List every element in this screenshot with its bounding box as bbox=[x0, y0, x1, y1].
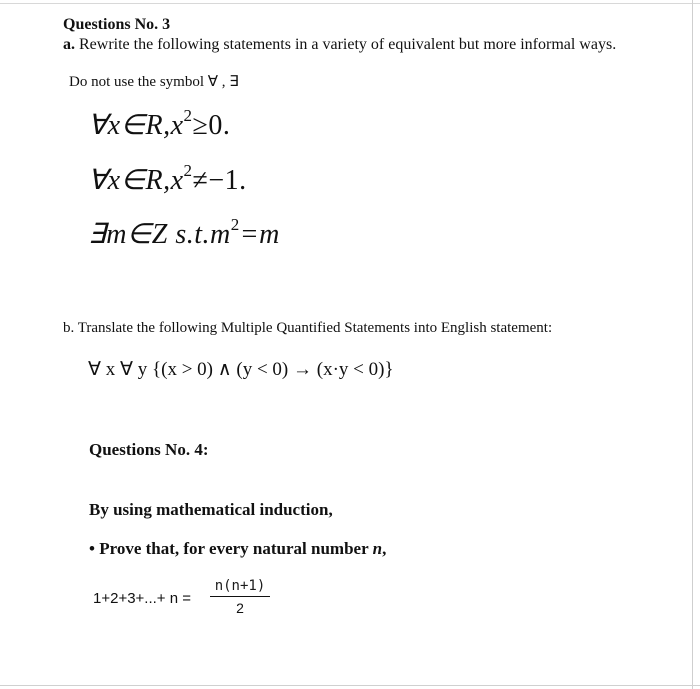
statement-2-exponent: 2 bbox=[183, 161, 193, 180]
bottom-divider bbox=[0, 685, 700, 686]
statement-3-exponent: 2 bbox=[230, 215, 240, 234]
induction-instruction: By using mathematical induction, bbox=[89, 500, 333, 519]
formula-denominator: 2 bbox=[236, 600, 244, 616]
statement-3-main: ∃m∈Z s.t.m bbox=[88, 219, 231, 250]
top-divider bbox=[0, 3, 700, 4]
statement-3-tail: =m bbox=[239, 219, 280, 250]
prove-variable: n bbox=[372, 539, 383, 558]
prove-statement bbox=[89, 539, 386, 559]
prove-suffix: , bbox=[382, 539, 387, 558]
statement-2-main: ∀x∈R,x bbox=[88, 165, 184, 196]
statement-2-tail: ≠−1. bbox=[192, 165, 247, 196]
statement-2 bbox=[88, 163, 247, 197]
prove-prefix: • Prove that, for every natural number bbox=[89, 539, 373, 558]
instruction-text: Do not use the symbol ∀ , ∃ bbox=[69, 74, 239, 90]
part-a-label: a. bbox=[63, 36, 75, 53]
statement-3 bbox=[88, 217, 280, 251]
formula-lhs: 1+2+3+...+ n = bbox=[93, 590, 192, 607]
statement-1 bbox=[88, 108, 230, 142]
fraction-bar bbox=[210, 596, 270, 597]
statement-1-tail: ≥0. bbox=[192, 110, 231, 141]
statement-1-main: ∀x∈R,x bbox=[88, 110, 184, 141]
part-a-text: Rewrite the following statements in a variety of equivalent but more informal ways. bbox=[79, 36, 617, 53]
formula-fraction bbox=[210, 578, 270, 616]
question-3-part-b: b. Translate the following Multiple Quantified Statements into English statement: bbox=[63, 320, 553, 336]
question-3-heading: Questions No. 3 bbox=[63, 16, 171, 33]
right-divider bbox=[692, 0, 693, 689]
question-3-part-a bbox=[63, 36, 616, 54]
question-4-heading: Questions No. 4: bbox=[89, 440, 209, 459]
formula-numerator: n(n+1) bbox=[214, 578, 266, 594]
statement-1-exponent: 2 bbox=[183, 106, 193, 125]
quantified-statement: ∀ x ∀ y {(x > 0) ∧ (y < 0) → (x·y < 0)} bbox=[88, 359, 394, 380]
